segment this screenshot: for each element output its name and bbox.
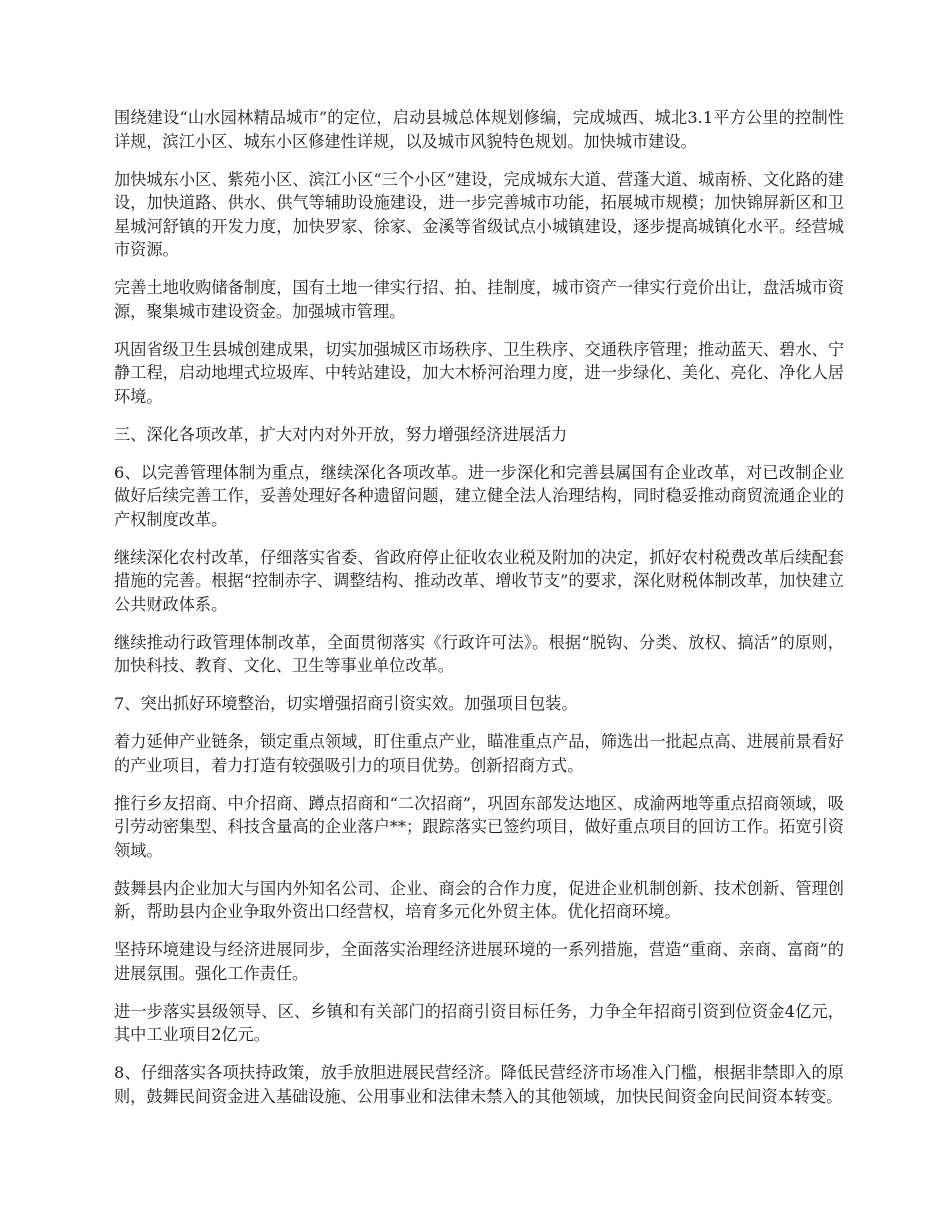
- paragraph-urban-planning: 围绕建设“山水园林精品城市”的定位，启动县城总体规划修编，完成城西、城北3.1平方公里的控制性详规，滨江小区、城东小区修建性详规，以及城市风貌特色规划。加快城市建设。: [114, 108, 844, 151]
- paragraph-urban-construction: 加快城东小区、紫苑小区、滨江小区“三个小区”建设，完成城东大道、营蓬大道、城南桥、文化路的建设，加快道路、供水、供气等辅助设施建设，进一步完善城市功能，拓展城市规模；加快锦屏新区和卫星城河舒镇的开发力度，加快罗家、徐家、金溪等省级试点小城镇建设，逐步提高城镇化水平。经营城市资源。: [114, 169, 844, 259]
- paragraph-investment-targets: 进一步落实县级领导、区、乡镇和有关部门的招商引资目标任务，力争全年招商引资到位资金4亿元，其中工业项目2亿元。: [114, 1001, 844, 1044]
- paragraph-item-7-environment: 7、突出抓好环境整治，切实增强招商引资实效。加强项目包装。: [114, 694, 578, 713]
- paragraph-investment-methods: 推行乡友招商、中介招商、蹲点招商和“二次招商”，巩固东部发达地区、成渝两地等重点招商领域，吸引劳动密集型、科技含量高的企业落户**；跟踪落实已签约项目，做好重点项目的回访工作。拓宽引资领域。: [114, 793, 844, 860]
- paragraph-admin-reform: 继续推动行政管理体制改革，全面贯彻落实《行政许可法》。根据“脱钩、分类、放权、搞活”的原则，加快科技、教育、文化、卫生等事业单位改革。: [114, 632, 844, 675]
- document-page: [114, 106, 844, 1123]
- paragraph-industry-chain: 着力延伸产业链条，锁定重点领域，盯住重点产业，瞄准重点产品，筛选出一批起点高、进展前景看好的产业项目，着力打造有较强吸引力的项目优势。创新招商方式。: [114, 732, 844, 775]
- paragraph-rural-reform: 继续深化农村改革，仔细落实省委、省政府停止征收农业税及附加的决定，抓好农村税费改革后续配套措施的完善。根据“控制赤字、调整结构、推动改革、增收节支”的要求，深化财税体制改革，加快建立公共财政体系。: [114, 547, 844, 614]
- paragraph-hygiene-county: 巩固省级卫生县城创建成果，切实加强城区市场秩序、卫生秩序、交通秩序管理；推动蓝天、碧水、宁静工程，启动地埋式垃圾库、中转站建设，加大木桥河治理力度，进一步绿化、美化、亮化、净化人居环境。: [114, 339, 844, 406]
- paragraph-item-6-reform: 6、以完善管理体制为重点，继续深化各项改革。进一步深化和完善县属国有企业改革，对已改制企业做好后续完善工作，妥善处理好各种遗留问题，建立健全法人治理结构，同时稳妥推动商贸流通企业的产权制度改革。: [114, 462, 844, 529]
- paragraph-land-reserve: 完善土地收购储备制度，国有土地一律实行招、拍、挂制度，城市资产一律实行竞价出让，盘活城市资源，聚集城市建设资金。加强城市管理。: [114, 278, 844, 321]
- section-heading-reform: 三、深化各项改革，扩大对内对外开放，努力增强经济进展活力: [114, 424, 568, 444]
- paragraph-item-8-private-economy: 8、仔细落实各项扶持政策，放手放胆进展民营经济。降低民营经济市场准入门槛，根据非禁即入的原则，鼓舞民间资金进入基础设施、公用事业和法律未禁入的其他领域，加快民间资金向民间资本转变。: [114, 1063, 844, 1106]
- paragraph-enterprise-cooperation: 鼓舞县内企业加大与国内外知名公司、企业、商会的合作力度，促进企业机制创新、技术创新、管理创新，帮助县内企业争取外资出口经营权，培育多元化外贸主体。优化招商环境。: [114, 878, 844, 921]
- paragraph-environment-building: 坚持环境建设与经济进展同步，全面落实治理经济进展环境的一系列措施，营造“重商、亲商、富商”的进展氛围。强化工作责任。: [114, 940, 844, 983]
